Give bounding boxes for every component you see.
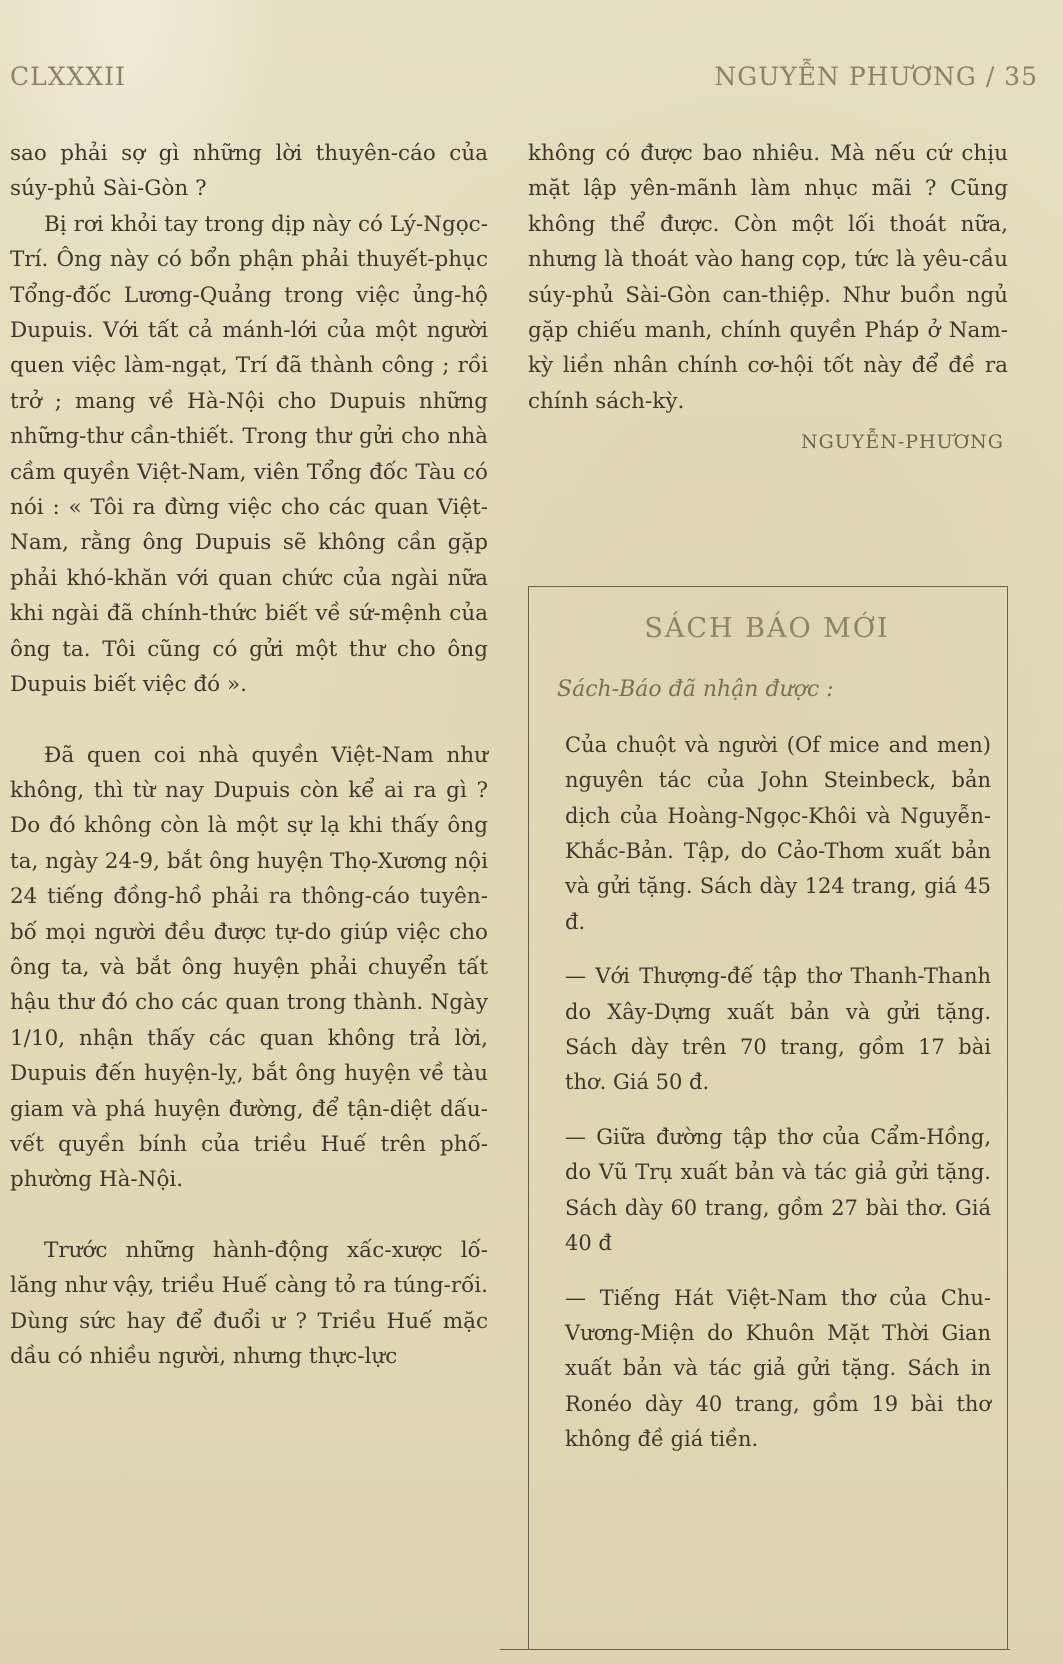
paragraph-gap [10, 1198, 488, 1233]
book-box [528, 586, 1008, 1649]
book-box-content [543, 607, 991, 1477]
right-column [528, 136, 1008, 461]
paragraph-gap [10, 703, 488, 738]
book-entry: — Giữa đường tập thơ của Cẩm-Hồng, do Vũ Trụ xuất bản và tác giả gửi tặng. Sách dày 60 trang, gồm 27 bài thơ. Giá 40 đ [565, 1124, 991, 1256]
paragraph: Bị rơi khỏi tay trong dịp này có Lý-Ngọc-Trí. Ông này có bổn phận phải thuyết-phục Tổng-đốc Lương-Quảng trong việc ủng-hộ Dupuis. Với tất cả mánh-lới của một người quen việc làm-ngạt, Trí đã thành công ; rồi trở ; mang về Hà-Nội cho Dupuis những những-thư cần-thiết. Trong thư gửi cho nhà cầm quyền Việt-Nam, viên Tổng đốc Tàu có nói : « Tôi ra đừng việc cho các quan Việt-Nam, rằng ông Dupuis sẽ không cần gặp phải khó-khăn với quan chức của ngài nữa khi ngài đã chính-thức biết về sứ-mệnh của ông ta. Tôi cũng có gửi một thư cho ông Dupuis biết việc đó ». [10, 211, 488, 698]
left-column [10, 136, 488, 1374]
author-signature: NGUYỄN-PHƯƠNG [800, 431, 1004, 454]
paragraph: Đã quen coi nhà quyền Việt-Nam như không, thì từ nay Dupuis còn kể ai ra gì ? Do đó không còn là một sự lạ khi thấy ông ta, ngày 24-9, bắt ông huyện Thọ-Xương nội 24 tiếng đồng-hồ phải ra thông-cáo tuyên-bố mọi người đều được tự-do giúp việc cho ông ta, và bắt ông huyện phải chuyển tất hậu thư đó cho các quan trong thành. Ngày 1/10, nhận thấy các quan không trả lời, Dupuis đến huyện-lỵ, bắt ông huyện về tàu giam và phá huyện đường, để tận-diệt dấu-vết quyền bính của triều Huế trên phố-phường Hà-Nội. [10, 742, 488, 1193]
paragraph: Trước những hành-động xấc-xược lố-lăng như vậy, triều Huế càng tỏ ra túng-rối. Dùng sức hay để đuổi ư ? Triều Huế mặc dầu có nhiều người, nhưng thực-lực [10, 1237, 488, 1369]
page-header-right: NGUYỄN PHƯƠNG / 35 [714, 62, 1038, 91]
paragraph: sao phải sợ gì những lời thuyên-cáo của súy-phủ Sài-Gòn ? [10, 141, 488, 202]
book-box-intro: Sách-Báo đã nhận được : [557, 677, 834, 703]
book-box-bottom-rule [500, 1649, 1010, 1650]
book-entry: Của chuột và người (Of mice and men) nguyên tác của John Steinbeck, bản dịch của Hoàng-Ngọc-Khôi và Nguyễn-Khắc-Bản. Tập, do Cảo-Thơm xuất bản và gửi tặng. Sách dày 124 trang, giá 45 đ. [565, 732, 991, 934]
page-header-left: CLXXXII [10, 62, 126, 91]
book-box-title: SÁCH BÁO MỚI [644, 613, 890, 644]
book-entry: — Tiếng Hát Việt-Nam thơ của Chu-Vương-Miện do Khuôn Mặt Thời Gian xuất bản và tác giả gửi tặng. Sách in Ronéo dày 40 trang, gồm 19 bài thơ không đề giá tiền. [565, 1285, 991, 1452]
paragraph: không có được bao nhiêu. Mà nếu cứ chịu mặt lập yên-mãnh làm nhục mãi ? Cũng không thể được. Còn một lối thoát nữa, nhưng là thoát vào hang cọp, tức là yêu-cầu súy-phủ Sài-Gòn can-thiệp. Như buồn ngủ gặp chiếu manh, chính quyền Pháp ở Nam-kỳ liền nhân chính cơ-hội tốt này để đề ra chính sách-kỳ. [528, 141, 1008, 414]
book-entry: — Với Thượng-đế tập thơ Thanh-Thanh do Xây-Dựng xuất bản và gửi tặng. Sách dày trên 70 trang, gồm 17 bài thơ. Giá 50 đ. [565, 964, 991, 1095]
